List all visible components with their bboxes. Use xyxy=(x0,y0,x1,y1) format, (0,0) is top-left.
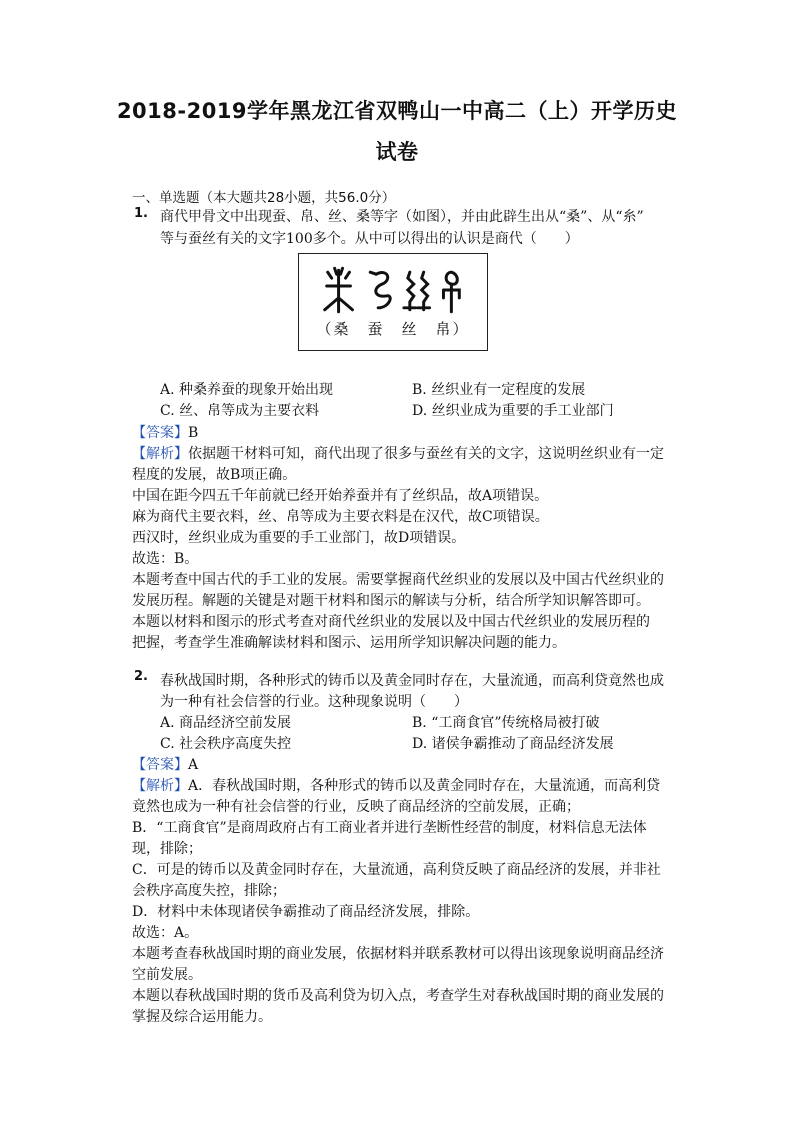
question-1-option-b: B. 丝织业有一定程度的发展 xyxy=(412,382,586,398)
question-1-stem-line-2: 等与蚕丝有关的文字100多个。从中可以得出的认识是商代（ ） xyxy=(160,231,579,247)
question-1-analysis-line-4: 麻为商代主要衣料，丝、帛等成为主要衣料是在汉代，故C项错误。 xyxy=(132,509,549,525)
analysis-tag: 【解析】 xyxy=(132,446,188,462)
document-title-line-1: 2018-2019学年黑龙江省双鸭山一中高二（上）开学历史 xyxy=(116,99,678,123)
question-1-analysis-line-6: 故选：B。 xyxy=(132,551,199,567)
answer-tag: 【答案】 xyxy=(132,757,188,773)
question-1-analysis-line-7: 本题考查中国古代的手工业的发展。需要掌握商代丝织业的发展以及中国古代丝织业的 xyxy=(132,572,664,588)
figure-caption: （桑 蚕 丝 帛） xyxy=(316,320,470,338)
question-2-analysis-line-8: 故选：A。 xyxy=(132,925,199,941)
question-2-analysis-line-11: 本题以春秋战国时期的货币及高利贷为切入点，考查学生对春秋战国时期的商业发展的 xyxy=(132,988,664,1004)
question-2-option-c: C. 社会秩序高度失控 xyxy=(160,736,292,752)
question-2-analysis-line-9: 本题考查春秋战国时期的商业发展，依据材料并联系教材可以得出该现象说明商品经济 xyxy=(132,946,664,962)
question-2-stem-line-2: 为一种有社会信誉的行业。这种现象说明（ ） xyxy=(160,694,468,710)
analysis-text: 依据题干材料可知，商代出现了很多与蚕丝有关的文字，这说明丝织业有一定 xyxy=(188,446,664,462)
answer-value: A xyxy=(188,757,199,773)
question-2-option-b: B. “工商食官”传统格局被打破 xyxy=(412,715,600,731)
question-2-analysis-line-2: 竟然也成为一种有社会信誉的行业，反映了商品经济的空前发展，正确； xyxy=(132,799,580,815)
question-2-stem-line-1: 春秋战国时期，各种形式的铸币以及黄金同时存在，大量流通，而高利贷竟然也成 xyxy=(160,673,664,689)
question-2-analysis-line-7: D．材料中未体现诸侯争霸推动了商品经济发展，排除。 xyxy=(132,904,480,920)
question-1-number: 1. xyxy=(134,206,148,221)
question-1-option-d: D. 丝织业成为重要的手工业部门 xyxy=(412,403,614,419)
question-1-analysis-line-3: 中国在距今四五千年前就已经开始养蚕并有了丝织品，故A项错误。 xyxy=(132,488,549,504)
question-2-analysis-line-3: B．“工商食官”是商周政府占有工商业者并进行垄断性经营的制度，材料信息无法体 xyxy=(132,820,647,836)
question-2-analysis-line-10: 空前发展。 xyxy=(132,967,202,983)
answer-tag: 【答案】 xyxy=(132,425,188,441)
analysis-tag: 【解析】 xyxy=(132,778,188,794)
question-1-option-a: A. 种桑养蚕的现象开始出现 xyxy=(160,382,334,398)
section-heading: 一、单选题（本大题共28小题，共56.0分） xyxy=(132,190,396,206)
question-1-stem-line-1: 商代甲骨文中出现蚕、帛、丝、桑等字（如图），并由此辟生出从“桑”、从“糸” xyxy=(160,209,644,225)
question-2-analysis-line-12: 掌握及综合运用能力。 xyxy=(132,1009,272,1025)
question-1-answer xyxy=(132,424,198,442)
question-1-option-c: C. 丝、帛等成为主要衣料 xyxy=(160,403,320,419)
analysis-text: A．春秋战国时期，各种形式的铸币以及黄金同时存在，大量流通，而高利贷 xyxy=(188,778,661,794)
question-1-analysis-line-10: 把握，考查学生准确解读材料和图示、运用所学知识解决问题的能力。 xyxy=(132,635,566,651)
question-1-analysis-line-9: 本题以材料和图示的形式考查对商代丝织业的发展以及中国古代丝织业的发展历程的 xyxy=(132,614,650,630)
question-2-answer xyxy=(132,756,198,774)
question-2-analysis-line-1 xyxy=(132,777,660,795)
question-1-analysis-line-5: 西汉时，丝织业成为重要的手工业部门，故D项错误。 xyxy=(132,530,466,546)
question-1-analysis-line-2: 程度的发展，故B项正确。 xyxy=(132,467,297,483)
question-2-option-a: A. 商品经济空前发展 xyxy=(160,715,292,731)
question-1-analysis-line-8: 发展历程。解题的关键是对题干材料和图示的解读与分析，结合所学知识解答即可。 xyxy=(132,593,650,609)
answer-value: B xyxy=(188,425,199,441)
question-2-number: 2. xyxy=(134,669,148,684)
question-2-analysis-line-5: C．可是的铸币以及黄金同时存在，大量流通，高利贷反映了商品经济的发展，并非社 xyxy=(132,862,661,878)
question-1-analysis-line-1 xyxy=(132,445,664,463)
question-2-option-d: D. 诸侯争霸推动了商品经济发展 xyxy=(412,736,614,752)
question-2-analysis-line-6: 会秩序高度失控，排除； xyxy=(132,883,286,899)
document-title-line-2: 试卷 xyxy=(375,140,419,164)
oracle-bone-script-figure xyxy=(298,253,488,351)
oracle-bone-glyphs-image xyxy=(299,264,487,316)
question-2-analysis-line-4: 现，排除； xyxy=(132,841,202,857)
